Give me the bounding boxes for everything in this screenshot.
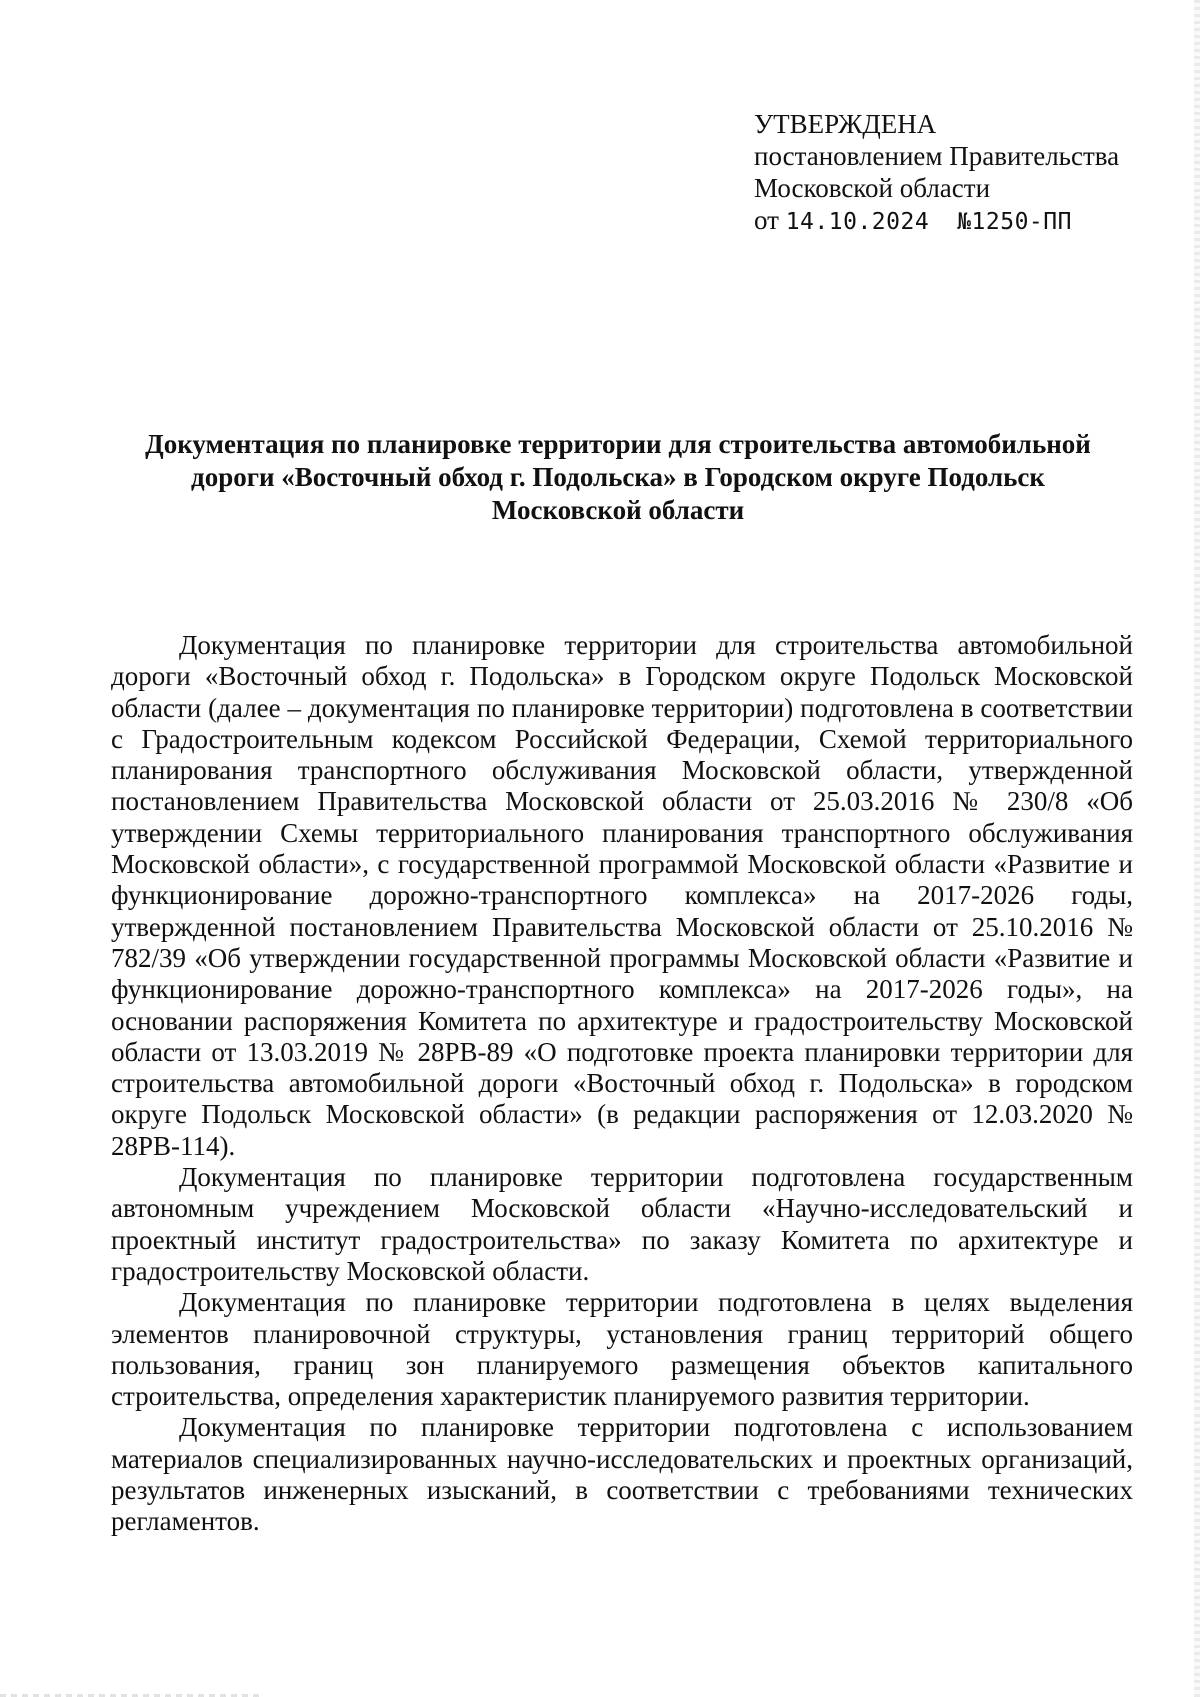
approval-date: 14.10.2024	[785, 209, 930, 235]
approval-status: УТВЕРЖДЕНА	[754, 109, 937, 139]
title-line-1: Документация по планировке территории для строительства автомобильной	[145, 429, 1091, 459]
scan-edge-artifact	[1194, 0, 1200, 1697]
paragraph-1: Документация по планировке территории для строительства автомобильной дороги «Восточный обход г. Подольска» в Городском округе Подольск Московской области (далее – документация по планировке территории) подготовлена в соответствии с Градостроительным кодексом Российской Федерации, Схемой территориального планирования транспортного обслуживания Московской области, утвержденной постановлением Правительства Московской области от 25.03.2016 № 230/8 «Об утверждении Схемы территориального планирования транспортного обслуживания Московской области», с государственной программой Московской области «Развитие и функционирование дорожно-транспортного комплекса» на 2017-2026 годы, утвержденной постановлением Правительства Московской области от 25.10.2016 № 782/39 «Об утверждении государственной программы Московской области «Развитие и функционирование дорожно-транспортного комплекса» на 2017-2026 годы», на основании распоряжения Комитета по архитектуре и градостроительству Московской области от 13.03.2019 № 28РВ-89 «О подготовке проекта планировки территории для строительства автомобильной дороги «Восточный обход г. Подольска» в городском округе Подольск Московской области» (в редакции распоряжения от 12.03.2020 № 28РВ-114).	[111, 630, 1133, 1161]
approval-number: №1250-ПП	[957, 209, 1072, 235]
title-line-2: дороги «Восточный обход г. Подольска» в Городском округе Подольск	[191, 462, 1045, 492]
approval-line-1: постановлением Правительства	[754, 141, 1120, 171]
document-title	[118, 428, 1118, 527]
title-line-3: Московской области	[491, 495, 745, 525]
paragraph-2: Документация по планировке территории подготовлена государственным автономным учреждением Московской области «Научно-исследовательский и проектный институт градостроительства» по заказу Комитета по архитектуре и градостроительству Московской области.	[111, 1162, 1133, 1286]
document-body	[111, 630, 1133, 1538]
approval-date-prefix: от	[754, 205, 779, 235]
approval-line-2: Московской области	[754, 173, 991, 203]
approval-stamp	[754, 108, 1154, 238]
approval-date-line	[754, 204, 1154, 238]
paragraph-4: Документация по планировке территории подготовлена с использованием материалов специализированных научно-исследовательских и проектных организаций, результатов инженерных изысканий, в соответствии с требованиями технических регламентов.	[111, 1412, 1133, 1537]
paragraph-3: Документация по планировке территории подготовлена в целях выделения элементов планировочной структуры, установления границ территорий общего пользования, границ зон планируемого размещения объектов капитального строительства, определения характеристик планируемого развития территории.	[111, 1287, 1133, 1412]
